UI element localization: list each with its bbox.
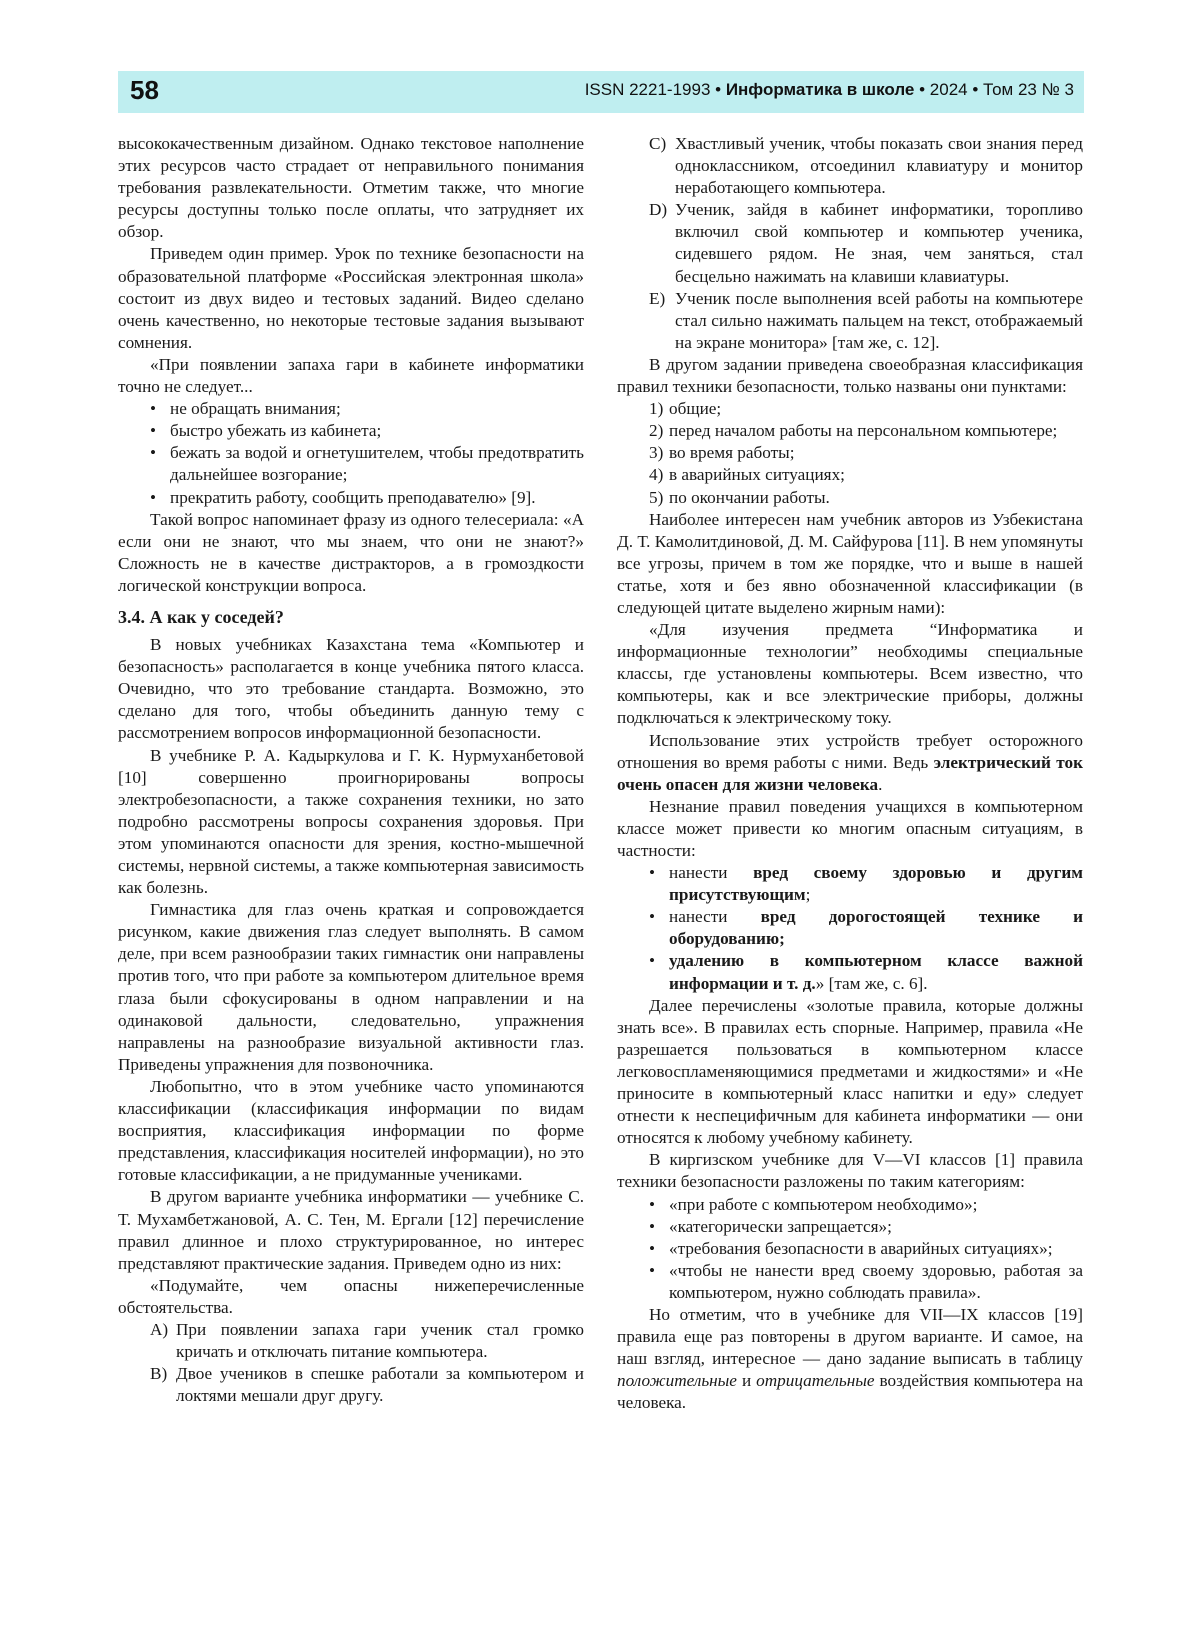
list-item: • «чтобы не нанести вред своему здоровью, работая за компьютером, нужно соблюдать правила». <box>649 1260 1083 1302</box>
list-item: 1) общие; <box>649 399 722 419</box>
category-list <box>617 1194 1083 1304</box>
year: 2024 <box>929 80 968 99</box>
quote-paragraph: Незнание правил поведения учащихся в компьютерном классе может привести ко многим опасным ситуациям, в частности: <box>617 796 1083 860</box>
bullet-icon: • <box>649 863 656 883</box>
paragraph: В новых учебниках Казахстана тема «Компьютер и безопасность» располагается в конце учебника пятого класса. Очевидно, что это требование стандарта. Возможно, это сделано для того, чтобы объединить данную тему с рассмотрением вопросов информационной безопасности. <box>118 635 584 743</box>
list-item: • удалению в компьютерном классе важной информации и т. д.» [там же, с. 6]. <box>649 951 1083 993</box>
list-item: • «требования безопасности в аварийных ситуациях»; <box>617 1238 1083 1260</box>
options-list <box>617 133 1083 354</box>
list-item: D) Ученик, зайдя в кабинет информатики, торопливо включил свой компьютер и компьютер ученика, сидевшего рядом. Не зная, чем заняться, стал бесцельно нажимать на клавиши клавиатуры. <box>649 200 1083 286</box>
bullet-icon: • <box>150 443 157 463</box>
bullet-icon: • <box>649 907 656 927</box>
paragraph: Любопытно, что в этом учебнике часто упоминаются классификации (классификация информации по видам восприятия, классификация информации по форме представления, классификация носителей информации), но это готовые классификации, а не придуманные учениками. <box>118 1076 584 1185</box>
list-item: A) При появлении запаха гари ученик стал громко кричать и отключать питание компьютера. <box>150 1319 584 1362</box>
list-item: • прекратить работу, сообщить преподавателю» [9]. <box>118 487 584 509</box>
list-item: C) Хвастливый ученик, чтобы показать свои знания перед одноклассником, отсоединил клавиатуру и монитор неработающего компьютера. <box>649 134 1083 198</box>
paragraph: Гимнастика для глаз очень краткая и сопровождается рисунком, какие движения глаз следует выполнять. В самом деле, при всем разнообразии таких гимнастик они направлены против того, что при работе за компьютером длительное время глаза были сфокусированы в одном направлении и на одинаковой дальности, следовательно, упражнения направлены на разнообразие визуальной активности глаз. Приведены упражнения для позвоночника. <box>118 900 584 1074</box>
list-item: 2) перед началом работы на персональном компьютере; <box>649 421 1058 441</box>
paragraph: Приведем один пример. Урок по технике безопасности на образовательной платформе «Российская электронная школа» состоит из двух видео и тестовых заданий. Видео сделано очень качественно, но некоторые тестовые задания вызывают сомнения. <box>118 244 584 352</box>
quote-paragraph: «Подумайте, чем опасны нижеперечисленные обстоятельства. <box>118 1275 584 1317</box>
paragraph: Далее перечислены «золотые правила, которые должны знать все». В правилах есть спорные. Например, правила «Не разрешается пользоваться в компьютерном классе легковоспламеняющимися предметами и жидкостями» и «Не приносите в компьютерный класс напитки и еду» следует отнести к неспецифичным для кабинета информатики — они относятся к любому учебному кабинету. <box>617 995 1083 1148</box>
bold-emphasis: электрический ток очень опасен для жизни человека <box>617 752 1083 794</box>
paragraph: Но отметим, что в учебнике для VII—IX классов [19] правила еще раз повторены в другом варианте. И самое, на наш взгляд, интересное — дано задание выписать в таблицу положительные и отрицательные воздействия компьютера на человека. <box>617 1304 1083 1413</box>
list-item: • нанести вред своему здоровью и другим присутствующим; <box>649 863 1083 905</box>
running-header <box>118 71 1084 113</box>
running-head: ISSN 2221-1993 • Информатика в школе • 2024 • Том 23 № 3 <box>584 80 1074 99</box>
bullet-icon: • <box>649 1216 656 1236</box>
quote-paragraph: Использование этих устройств требует осторожного отношения во время работы с ними. Ведь электрический ток очень опасен для жизни человека. <box>617 730 1083 794</box>
quote-paragraph: «При появлении запаха гари в кабинете информатики точно не следует... <box>118 354 584 397</box>
paragraph: В киргизском учебнике для V—VI классов [1] правила техники безопасности разложены по таким категориям: <box>617 1150 1083 1192</box>
volume: Том 23 № 3 <box>983 80 1074 99</box>
numbered-list <box>617 398 1083 508</box>
journal-title: Информатика в школе <box>725 80 915 99</box>
list-item: E) Ученик после выполнения всей работы на компьютере стал сильно нажимать пальцем на текст, отображаемый на экране монитора» [там же, с. 12]. <box>649 288 1083 352</box>
paragraph: В другом варианте учебника информатики — учебнике С. Т. Мухамбетжановой, А. С. Тен, М. Ергали [12] перечисление правил длинное и плохо структурированное, но интерес представляют практические задания. Приведем одно из них: <box>118 1187 584 1273</box>
threat-list <box>617 862 1083 995</box>
list-item: • «категорически запрещается»; <box>617 1216 1083 1238</box>
list-item: • «при работе с компьютером необходимо»; <box>617 1194 1083 1216</box>
bullet-icon: • <box>150 487 157 507</box>
bullet-icon: • <box>649 951 656 971</box>
list-item: B) Двое учеников в спешке работали за компьютером и локтями мешали друг другу. <box>150 1364 584 1406</box>
list-item: • бежать за водой и огнетушителем, чтобы предотвратить дальнейшее возгорание; <box>150 443 584 485</box>
answer-list <box>118 398 584 508</box>
bullet-icon: • <box>150 399 157 419</box>
issn: ISSN 2221-1993 <box>584 80 711 99</box>
paragraph: В учебнике Р. А. Кадыркулова и Г. К. Нурмуханбетовой [10] совершенно проигнорированы вопросы электробезопасности, а также сохранения техники, но зато подробно рассмотрены вопросы сохранения здоровья. При этом упоминаются опасности для зрения, костно-мышечной системы, нервной системы, а также компьютерная зависимость как болезнь. <box>118 745 584 898</box>
bullet-icon: • <box>649 1260 656 1280</box>
bullet-icon: • <box>150 421 157 441</box>
list-item: • быстро убежать из кабинета; <box>118 420 584 442</box>
right-column <box>617 133 1083 1414</box>
list-item: • нанести вред дорогостоящей технике и оборудованию; <box>649 907 1084 949</box>
left-column <box>118 133 584 1407</box>
paragraph: высококачественным дизайном. Однако текстовое наполнение этих ресурсов часто страдает от неправильного понимания требования развлекательности. Отметим также, что многие ресурсы доступны только после оплаты, что затрудняет их обзор. <box>118 134 584 242</box>
paragraph: Такой вопрос напоминает фразу из одного телесериала: «А если они не знают, что мы знаем, что они не знают?» Сложность не в качестве дистракторов, а в громоздкости логической конструкции вопроса. <box>118 509 584 595</box>
list-item: 5) по окончании работы. <box>649 487 830 507</box>
options-list <box>118 1319 584 1407</box>
list-item: 4) в аварийных ситуациях; <box>649 465 845 485</box>
paragraph: Наиболее интересен нам учебник авторов из Узбекистана Д. Т. Камолитдиновой, Д. М. Сайфурова [11]. В нем упомянуты все угрозы, причем в том же порядке, что и выше в нашей статье, хотя и без явно обозначенной классификации (в следующей цитате выделено жирным нами): <box>617 509 1083 617</box>
quote-paragraph: «Для изучения предмета “Информатика и информационные технологии” необходимы специальные классы, где установлены компьютеры. Всем известно, что компьютеры, как и все электрические приборы, должны подключаться к электрическому току. <box>617 620 1083 728</box>
list-item: • не обращать внимания; <box>118 398 584 420</box>
list-item: 3) во время работы; <box>649 443 795 463</box>
paragraph: В другом задании приведена своеобразная классификация правил техники безопасности, только названы они пунктами: <box>617 354 1083 397</box>
bullet-icon: • <box>649 1194 656 1214</box>
bullet-icon: • <box>649 1238 656 1258</box>
page-number: 58 <box>130 75 159 105</box>
section-heading: 3.4. А как у соседей? <box>118 606 284 627</box>
